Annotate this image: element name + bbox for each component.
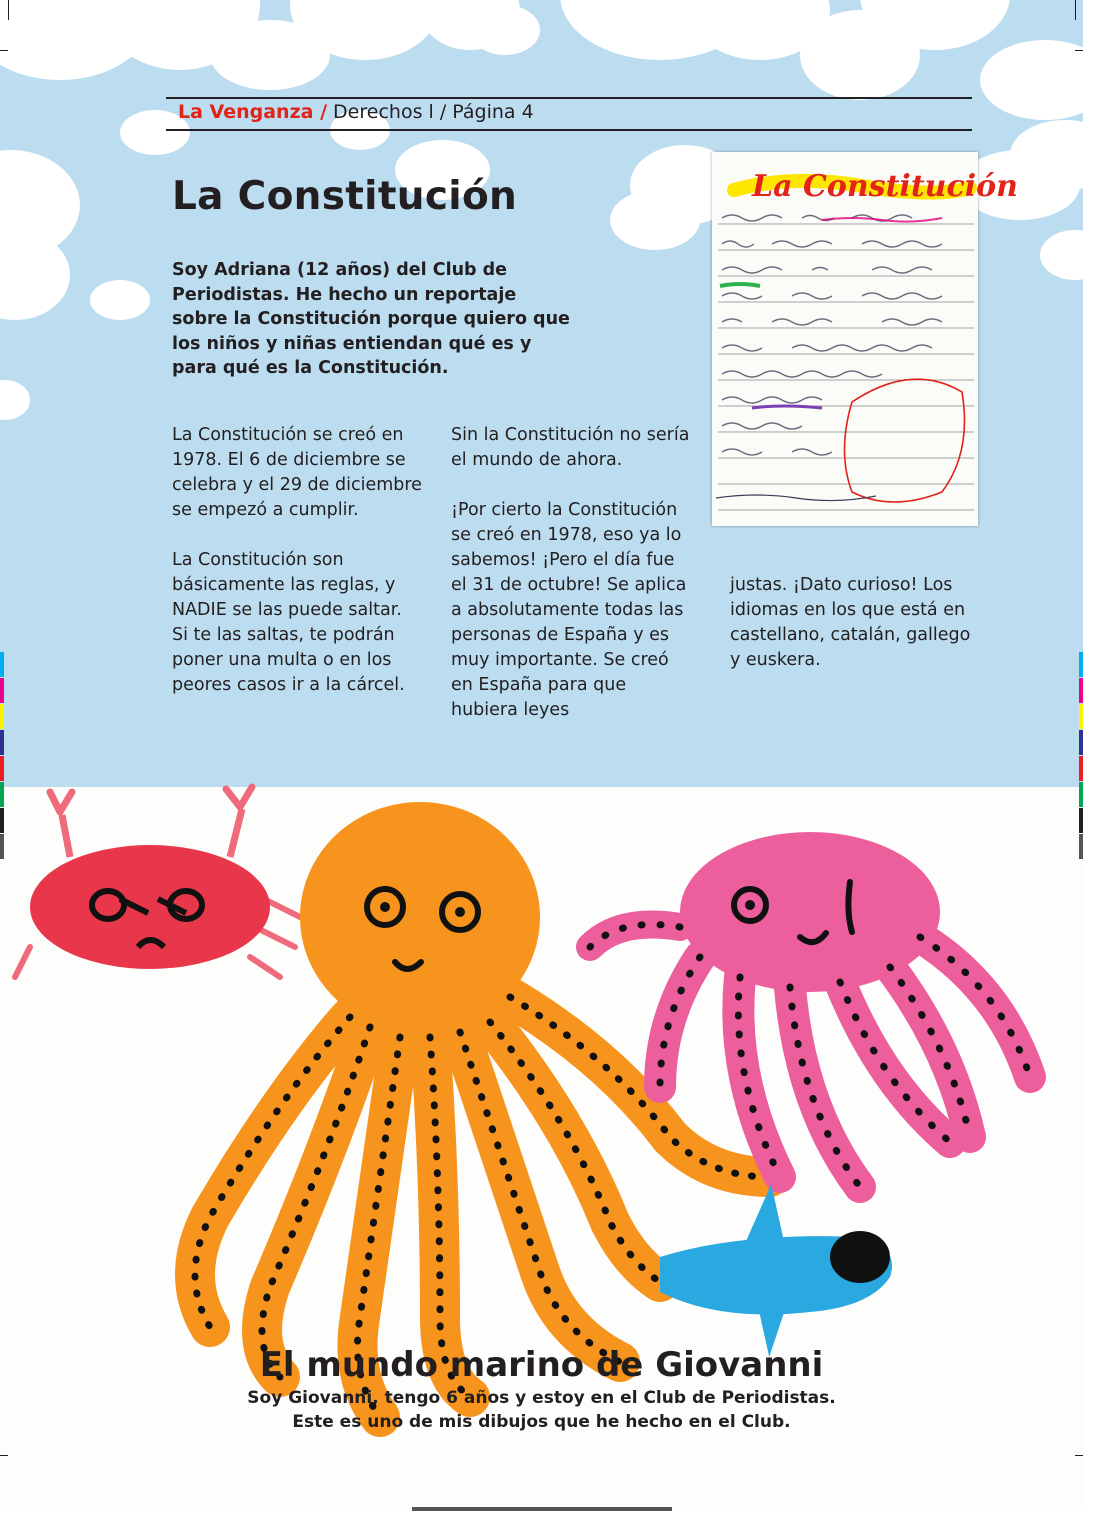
print-bar [412,1507,672,1511]
color-swatch [0,652,4,677]
paragraph: ¡Por cierto la Constitución se creó en 1978, eso ya lo sabemos! ¡Pero el día fue el 31 de octubre! Se aplica a absolutamente todas las personas de España y es muy importante. Se creó en España para que hubiera leyes [451,500,687,720]
color-swatch [1079,678,1083,703]
crop-mark [1075,50,1083,51]
drawing-title: El mundo marino de Giovanni [259,1345,824,1385]
paragraph: La Constitución se creó en 1978. El 6 de diciembre se celebra y el 29 de diciembre se empezó a cumplir. [172,425,422,520]
color-swatch [1079,808,1083,833]
crop-mark [1075,1455,1083,1456]
color-swatch [0,808,4,833]
color-swatch [1079,756,1083,781]
article-title: La Constitución [172,174,518,219]
color-swatch [1079,782,1083,807]
running-header [178,101,534,123]
color-swatch [1079,834,1083,859]
color-swatch [1079,704,1083,729]
crop-mark [0,1455,8,1456]
color-swatch [0,782,4,807]
svg-text:La Constitución: La Constitución [752,169,1018,204]
crop-mark [8,0,9,20]
paragraph: Sin la Constitución no sería el mundo de ahora. [451,425,690,470]
crop-mark [0,50,8,51]
color-swatch [0,678,4,703]
section-page: Derechos l / Página 4 [327,101,534,123]
color-swatch [0,756,4,781]
color-swatch [0,834,4,859]
drawing-caption-line-2: Este es uno de mis dibujos que he hecho en el Club. [292,1412,791,1432]
article-column-2 [451,423,691,748]
color-swatch [1079,652,1083,677]
article-lead: Soy Adriana (12 años) del Club de Periodistas. He hecho un reportaje sobre la Constitución porque quiero que los niños y niñas entiendan qué es y para qué es la Constitución. [172,260,570,378]
paragraph: justas. ¡Dato curioso! Los idiomas en los que está en castellano, catalán, gallego y euskera. [730,575,971,670]
color-swatch [0,730,4,755]
blue-fish-drawing [660,1197,892,1342]
drawing-caption-line-1: Soy Giovanni, tengo 6 años y estoy en el Club de Periodistas. [247,1388,836,1408]
crab-drawing [15,787,300,977]
publication-name: La Venganza / [178,101,328,123]
article-column-1 [172,423,422,723]
handwritten-note-image [712,152,1018,526]
paragraph: La Constitución son básicamente las reglas, y NADIE se las puede saltar. Si te las saltas, te podrán poner una multa o en los peores casos ir a la cárcel. [172,550,405,695]
color-swatch [1079,730,1083,755]
header-rule-top [166,97,972,99]
crop-mark [1075,0,1076,20]
header-rule-bottom [166,129,972,131]
handwritten-note-drawing [712,152,1018,526]
article-column-3 [730,573,975,698]
color-swatch [0,704,4,729]
